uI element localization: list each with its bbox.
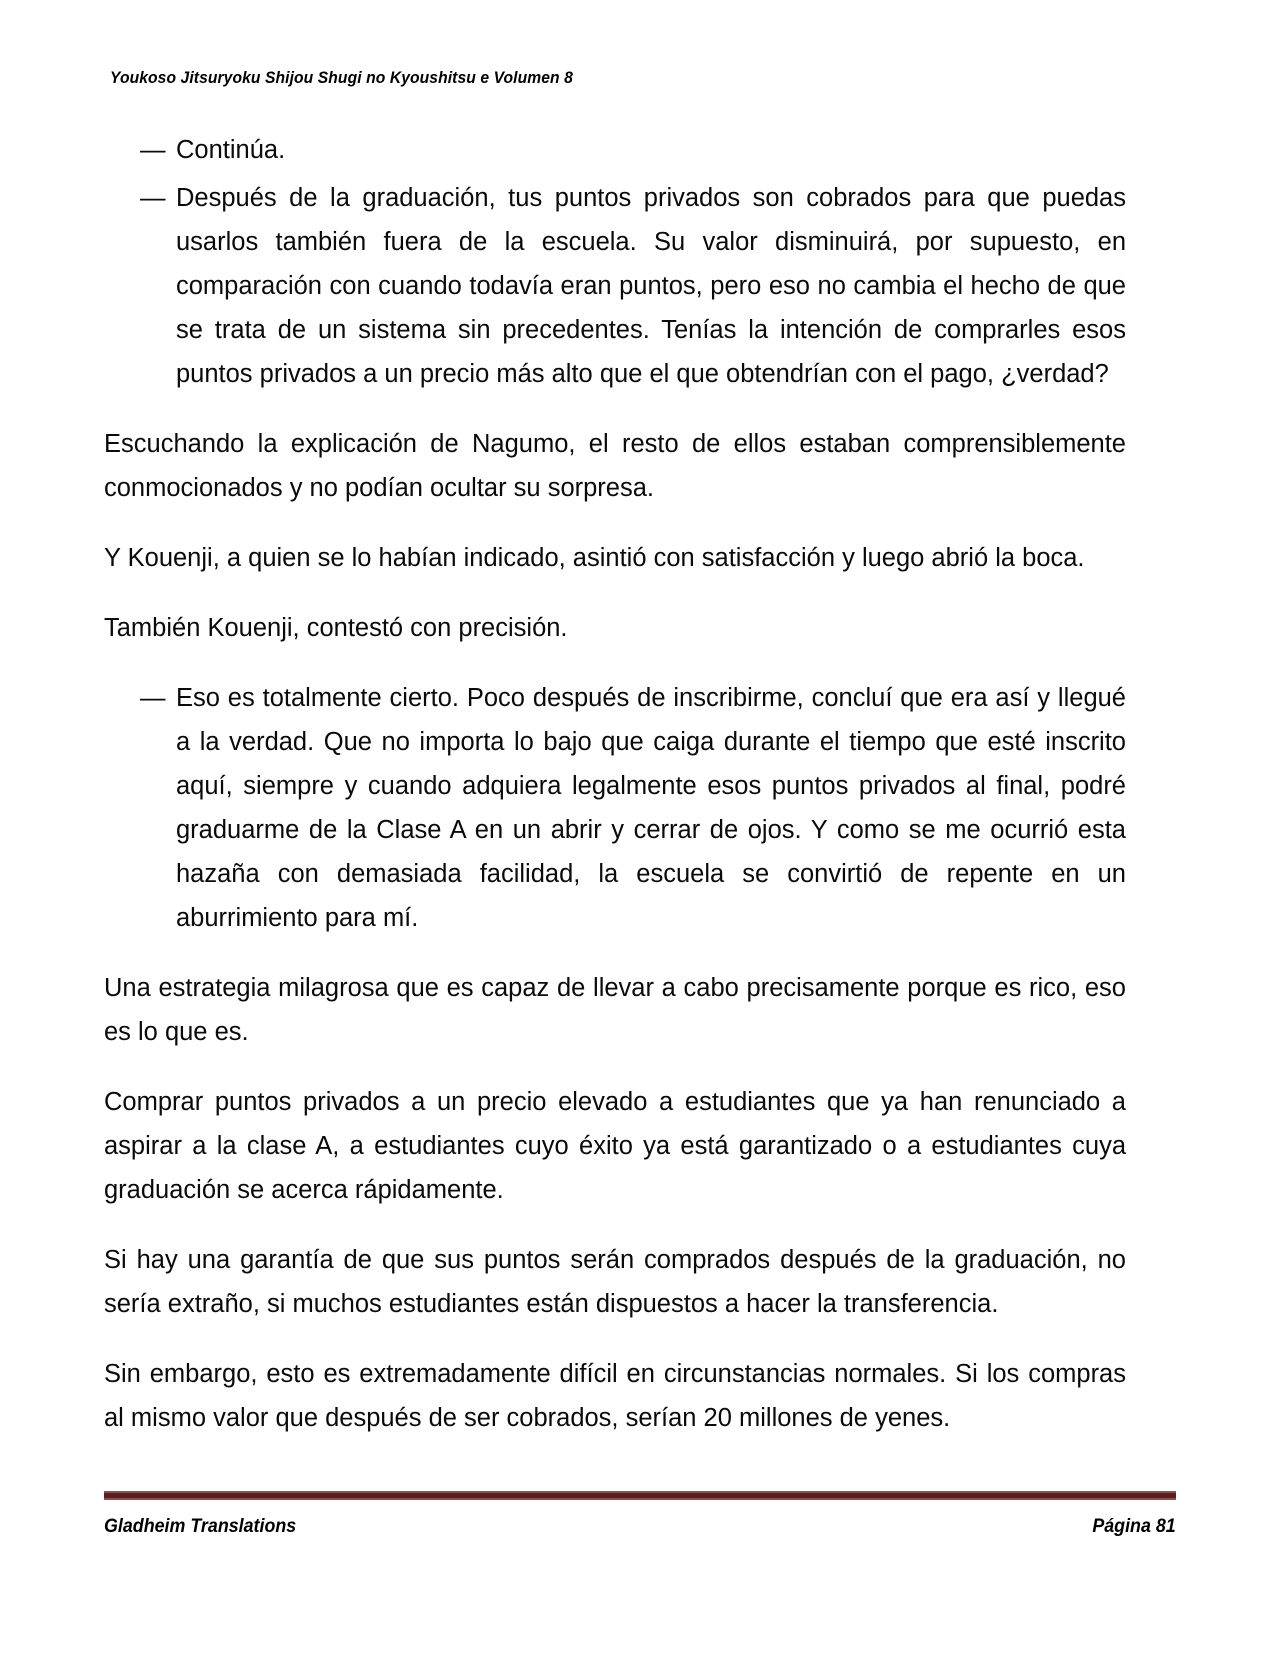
em-dash-marker: — [140,136,166,164]
dialogue-text: Eso es totalmente cierto. Poco después de inscribirme, concluí que era así y llegué a la verdad. Que no importa lo bajo que caiga durante el tiempo que esté inscrito aquí, siempre y cuando adquiera legalmente esos puntos privados al final, podré graduarme de la Clase A en un abrir y cerrar de ojos. Y como se me ocurrió esta hazaña con demasiada facilidad, la escuela se convirtió de repente en un aburrimiento para mí. [176,684,1126,932]
em-dash-marker: — [140,684,166,712]
body-paragraph: Si hay una garantía de que sus puntos serán comprados después de la graduación, no sería extraño, si muchos estudiantes están dispuestos a hacer la transferencia. [104,1246,1126,1318]
body-paragraph: También Kouenji, contestó con precisión. [104,614,568,642]
dialogue-line [104,676,1126,940]
dialogue-group-2 [104,676,1126,940]
page-footer [104,1491,1176,1538]
dialogue-text: Continúa. [176,136,286,164]
dialogue-text: Después de la graduación, tus puntos privados son cobrados para que puedas usarlos también fuera de la escuela. Su valor disminuirá, por supuesto, en comparación con cuando todavía eran puntos, pero eso no cambia el hecho de que se trata de un sistema sin precedentes. Tenías la intención de comprarles esos puntos privados a un precio más alto que el que obtendrían con el pago, ¿verdad? [176,184,1126,388]
footer-page-number: Página 81 [1092,1516,1176,1537]
body-paragraph: Escuchando la explicación de Nagumo, el resto de ellos estaban comprensiblemente conmocionados y no podían ocultar su sorpresa. [104,430,1126,502]
dialogue-line [104,176,1126,396]
em-dash-marker: — [140,184,166,212]
footer-translator-credit: Gladheim Translations [104,1516,297,1537]
dialogue-line [104,128,1126,172]
footer-divider-rule [104,1491,1176,1500]
dialogue-group-1 [104,128,1126,396]
body-paragraph: Comprar puntos privados a un precio elevado a estudiantes que ya han renunciado a aspirar a la clase A, a estudiantes cuyo éxito ya está garantizado o a estudiantes cuya graduación se acerca rápidamente. [104,1088,1126,1204]
body-paragraph: Sin embargo, esto es extremadamente difícil en circunstancias normales. Si los compras al mismo valor que después de ser cobrados, serían 20 millones de yenes. [104,1360,1126,1432]
page-header [110,68,1170,94]
header-title: Youkoso Jitsuryoku Shijou Shugi no Kyoushitsu e Volumen 8 [110,68,573,87]
footer-row [104,1516,1176,1538]
page-body [104,128,1126,1440]
body-paragraph: Y Kouenji, a quien se lo habían indicado, asintió con satisfacción y luego abrió la boca. [104,544,1085,572]
body-paragraph: Una estrategia milagrosa que es capaz de llevar a cabo precisamente porque es rico, eso es lo que es. [104,974,1126,1046]
